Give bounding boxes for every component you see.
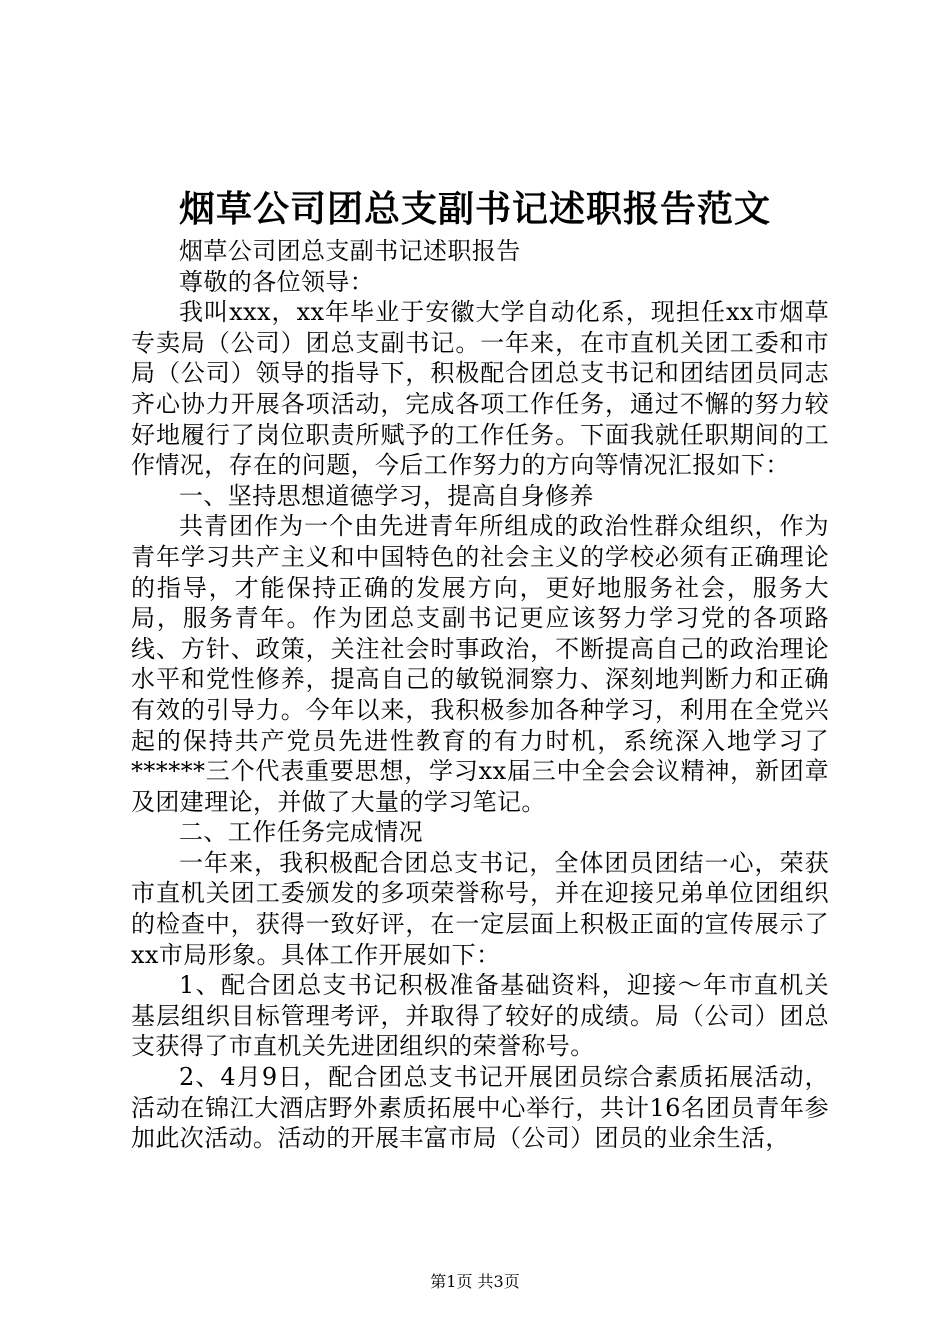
- paragraph-item-1: 1、配合团总支书记积极准备基础资料，迎接～年市直机关基层组织目标管理考评，并取得了较好的成绩。局（公司）团总支获得了市直机关先进团组织的荣誉称号。: [131, 971, 829, 1061]
- document-title: 烟草公司团总支副书记述职报告范文: [178, 188, 771, 230]
- document-body: [131, 236, 829, 1154]
- page-footer: 第1页 共3页: [430, 1272, 520, 1291]
- paragraph-salutation: 尊敬的各位领导：: [179, 267, 375, 296]
- section-heading-2: 二、工作任务完成情况: [179, 818, 423, 847]
- section-heading-1: 一、坚持思想道德学习，提高自身修养: [179, 481, 594, 510]
- paragraph-item-2: 2、4月9日，配合团总支书记开展团员综合素质拓展活动，活动在锦江大酒店野外素质拓展中心举行，共计16名团员青年参加此次活动。活动的开展丰富市局（公司）团员的业余生活，: [131, 1063, 829, 1153]
- paragraph-section-2: 一年来，我积极配合团总支书记，全体团员团结一心，荣获市直机关团工委颁发的多项荣誉称号，并在迎接兄弟单位团组织的检查中，获得一致好评，在一定层面上积极正面的宣传展示了xx市局形象。具体工作开展如下：: [131, 848, 829, 969]
- paragraph-intro: 我叫xxx，xx年毕业于安徽大学自动化系，现担任xx市烟草专卖局（公司）团总支副书记。一年来，在市直机关团工委和市局（公司）领导的指导下，积极配合团总支书记和团结团员同志齐心协力开展各项活动，完成各项工作任务，通过不懈的努力较好地履行了岗位职责所赋予的工作任务。下面我就任职期间的工作情况，存在的问题，今后工作努力的方向等情况汇报如下：: [131, 298, 829, 480]
- paragraph-section-1: 共青团作为一个由先进青年所组成的政治性群众组织，作为青年学习共产主义和中国特色的社会主义的学校必须有正确理论的指导，才能保持正确的发展方向，更好地服务社会，服务大局，服务青年。作为团总支副书记更应该努力学习党的各项路线、方针、政策，关注社会时事政治，不断提高自己的政治理论水平和党性修养，提高自己的敏锐洞察力、深刻地判断力和正确有效的引导力。今年以来，我积极参加各种学习，利用在全党兴起的保持共产党员先进性教育的有力时机，系统深入地学习了******三个代表重要思想，学习xx届三中全会会议精神，新团章及团建理论，并做了大量的学习笔记。: [131, 512, 829, 816]
- paragraph-subtitle: 烟草公司团总支副书记述职报告: [179, 237, 521, 265]
